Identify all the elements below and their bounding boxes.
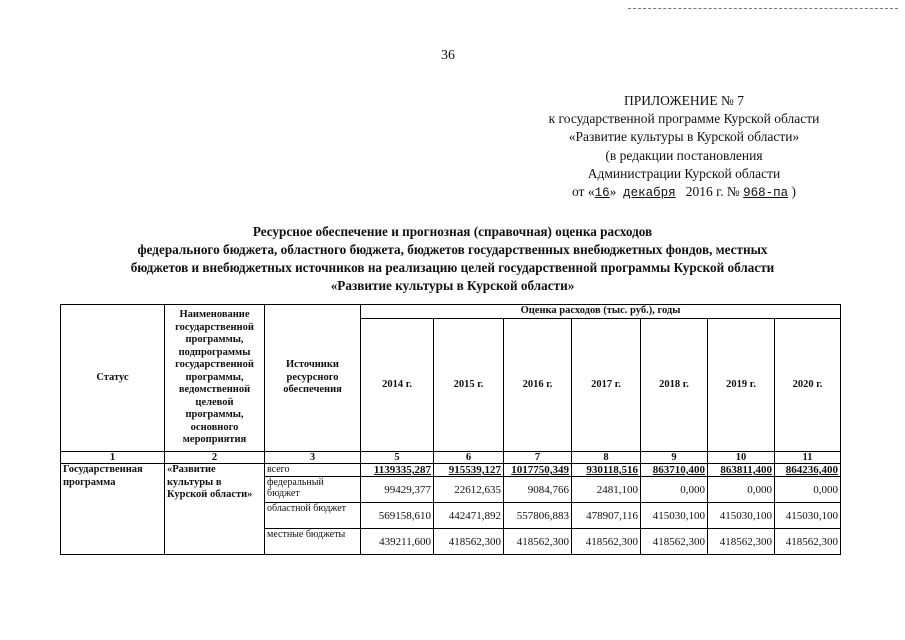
value-cell: 1139335,287 — [361, 464, 434, 477]
program-name-cell: «Развитие культуры в Курской области» — [165, 464, 265, 555]
value-cell: 439211,600 — [361, 529, 434, 555]
header-year: 2020 г. — [775, 318, 841, 452]
date-mid: » — [609, 184, 617, 200]
appendix-line-program: к государственной программе Курской области — [548, 111, 820, 127]
value-cell: 418562,300 — [572, 529, 641, 555]
page-number: 36 — [441, 48, 455, 63]
value-cell: 418562,300 — [775, 529, 841, 555]
value-cell: 557806,883 — [504, 503, 572, 529]
value-cell: 0,000 — [641, 477, 708, 503]
table-row-total — [61, 464, 841, 477]
value-cell: 863811,400 — [708, 464, 775, 477]
value-cell: 863710,400 — [641, 464, 708, 477]
header-year: 2019 г. — [708, 318, 775, 452]
date-prefix: от « — [571, 184, 595, 200]
header-year: 2016 г. — [504, 318, 572, 452]
value-cell: 930118,516 — [572, 464, 641, 477]
value-cell: 415030,100 — [641, 503, 708, 529]
date-day: 16 — [594, 186, 610, 201]
date-year: 2016 г. № — [685, 184, 740, 200]
source-cell: всего — [265, 464, 361, 477]
title-line-4: «Развитие культуры в Курской области» — [330, 278, 575, 293]
column-number: 1 — [61, 452, 165, 464]
header-sources: Источники ресурсного обеспечения — [265, 305, 361, 452]
value-cell: 99429,377 — [361, 477, 434, 503]
column-number-row — [61, 452, 841, 464]
column-number: 7 — [504, 452, 572, 464]
value-cell: 0,000 — [775, 477, 841, 503]
value-cell: 415030,100 — [775, 503, 841, 529]
title-line-3: бюджетов и внебюджетных источников на реализацию целей государственной программы Курской области — [130, 260, 775, 275]
header-year: 2014 г. — [361, 318, 434, 452]
header-year: 2017 г. — [572, 318, 641, 452]
value-cell: 442471,892 — [434, 503, 504, 529]
value-cell: 418562,300 — [504, 529, 572, 555]
header-expense-estimate: Оценка расходов (тыс. руб.), годы — [361, 305, 841, 319]
column-number: 3 — [265, 452, 361, 464]
header-status: Статус — [61, 305, 165, 452]
value-cell: 1017750,349 — [504, 464, 572, 477]
value-cell: 22612,635 — [434, 477, 504, 503]
title-line-1: Ресурсное обеспечение и прогнозная (справочная) оценка расходов — [252, 224, 653, 239]
document-number: 968-па — [743, 186, 789, 201]
source-cell: местные бюджеты — [265, 529, 361, 555]
value-cell: 569158,610 — [361, 503, 434, 529]
value-cell: 418562,300 — [434, 529, 504, 555]
value-cell: 418562,300 — [708, 529, 775, 555]
value-cell: 2481,100 — [572, 477, 641, 503]
source-cell: федеральный бюджет — [265, 477, 361, 503]
column-number: 8 — [572, 452, 641, 464]
appendix-line-program-name: «Развитие культуры в Курской области» — [568, 129, 800, 145]
appendix-line-administration: Администрации Курской области — [587, 165, 781, 181]
date-month: декабря — [623, 186, 676, 201]
title-line-2: федерального бюджета, областного бюджета, бюджетов государственных внебюджетных фондов, местных — [137, 242, 768, 257]
value-cell: 415030,100 — [708, 503, 775, 529]
status-cell: Государственная программа — [61, 464, 165, 555]
value-cell: 864236,400 — [775, 464, 841, 477]
column-number: 10 — [708, 452, 775, 464]
appendix-date-line — [528, 183, 840, 202]
appendix-block — [528, 92, 840, 202]
value-cell: 915539,127 — [434, 464, 504, 477]
column-number: 9 — [641, 452, 708, 464]
value-cell: 9084,766 — [504, 477, 572, 503]
source-cell: областной бюджет — [265, 503, 361, 529]
appendix-heading: ПРИЛОЖЕНИЕ № 7 — [623, 93, 745, 108]
header-year: 2015 г. — [434, 318, 504, 452]
header-year: 2018 г. — [641, 318, 708, 452]
appendix-line-edition: (в редакции постановления — [605, 147, 763, 163]
column-number: 6 — [434, 452, 504, 464]
date-suffix: ) — [791, 184, 797, 200]
value-cell: 0,000 — [708, 477, 775, 503]
column-number: 5 — [361, 452, 434, 464]
column-number: 11 — [775, 452, 841, 464]
value-cell: 418562,300 — [641, 529, 708, 555]
column-number: 2 — [165, 452, 265, 464]
document-title — [40, 223, 865, 295]
header-program-name: Наименование государственной программы, подпрограммы государственной программы, ведомственной целевой программы, основного мероприятия — [165, 305, 265, 452]
budget-table — [60, 304, 841, 555]
value-cell: 478907,116 — [572, 503, 641, 529]
scan-artifact-line — [628, 8, 898, 9]
